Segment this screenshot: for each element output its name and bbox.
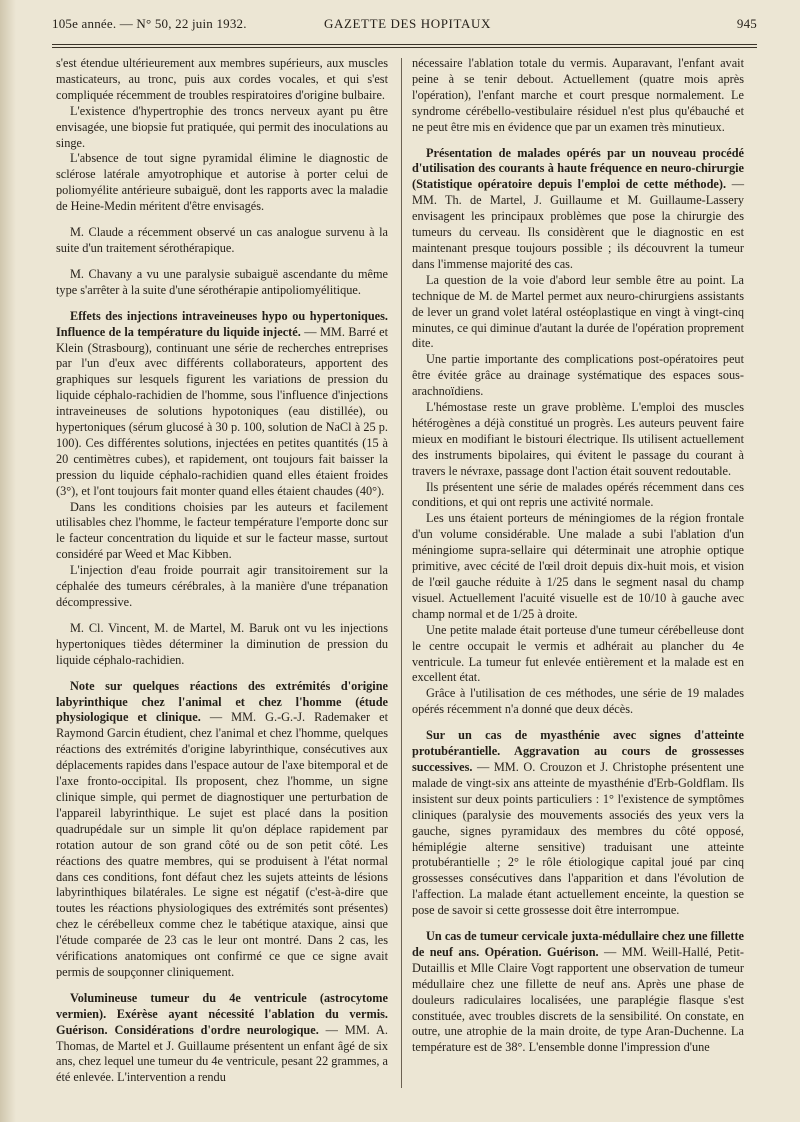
column-divider [401, 58, 402, 1088]
paragraph: L'hémostase reste un grave problème. L'emploi des muscles hétérogènes a déjà constitué un progrès. Les auteurs peuvent faire mieux en modifiant le bistouri électrique. Ils utilisent actuellement des instruments bipolaires, qui évitent le passage du courant à travers le névraxe, passage dont l'action était souvent redoutable. [412, 400, 744, 478]
article-title: Effets des injections intraveineuses hypo ou hypertoniques. Influence de la température du liquide injecté. [56, 308, 388, 339]
running-header [52, 16, 757, 40]
article-title: Sur un cas de myasthénie avec signes d'atteinte protubérantielle. Aggravation au cours de grossesses successives. [412, 728, 744, 774]
article-body: — MM. Barré et Klein (Strasbourg), continuant une série de recherches entreprises par l'un d'eux avec différents collaborateurs, apportent des graphiques sur lesquels figurent les variations de pression du liquide céphalo-rachidien de l'homme, sous l'influence d'injections intraveineuses de solutions hypotoniques (eau distillée), ou hypertoniques (sérum glucosé à 30 p. 100, solution de NaCl à 25 p. 100). Ces différentes solutions, injectées en petites quantités (15 à 20 centimètres cubes), et rapidement, ont toujours fait baisser la pression du liquide céphalo-rachidien quand elles étaient froides (3°), et l'ont toujours fait monter quand elles étaient chaudes (40°). [56, 324, 388, 498]
right-column [412, 56, 744, 1056]
paragraph: M. Cl. Vincent, M. de Martel, M. Baruk ont vu les injections hypertoniques tièdes déterminer la diminution de pression du liquide céphalo-rachidien. [56, 620, 388, 667]
article-body: — MM. O. Crouzon et J. Christophe présentent une malade de vingt-six ans atteinte de myasthénie d'Erb-Goldflam. Ils insistent sur deux points particuliers : 1° l'existence de symptômes cliniques (paralysie des mouvements associés des yeux vers la gauche, signes pyramidaux des membres du côté opposé, hémiplégie alterne sensitive) traduisant une atteinte protubérantielle ; 2° le rôle étiologique capital joué par cinq grossesses consécutives dans l'apparition et dans l'évolution de l'affection. La malade étant actuellement enceinte, la question se pose de savoir si cette grossesse doit être interrompue. [412, 759, 744, 918]
paragraph: nécessaire l'ablation totale du vermis. Auparavant, l'enfant avait peine à se tenir debout. Actuellement (quatre mois après l'opération), l'enfant marche et court presque normalement. Le syndrome cérébello-vestibulaire résiduel n'est plus qu'ébauché et ne peut être mis en évidence que par un examen très minutieux. [412, 56, 744, 134]
article-entry [412, 728, 744, 919]
paragraph: M. Claude a récemment observé un cas analogue survenu à la suite d'un traitement sérothérapique. [56, 225, 388, 255]
paragraph: La question de la voie d'abord leur semble être au point. La technique de M. de Martel permet aux neuro-chirurgiens assistants de lever un grand volet latéral ostéoplastique en vingt à vingt-cinq minutes, ce qui diminue d'autant la durée de l'opération proprement dite. [412, 272, 744, 351]
article-title: Un cas de tumeur cervicale juxta-médullaire chez une fillette de neuf ans. Opération. Guérison. [412, 929, 744, 959]
header-issue-info: 105e année. — N° 50, 22 juin 1932. [52, 16, 247, 31]
paragraph: M. Chavany a vu une paralysie subaiguë ascendante du même type s'arrêter à la suite d'une sérothérapie antipoliomyélitique. [56, 266, 388, 297]
paragraph: Une petite malade était porteuse d'une tumeur cérébelleuse dont le centre occupait le vermis et adhérait au plancher du 4e ventricule. La tumeur fut enlevée entièrement et la malade est en excellent état. [412, 622, 744, 685]
left-column [56, 56, 388, 1086]
header-journal-title: GAZETTE DES HOPITAUX [324, 16, 491, 31]
header-rule-top [52, 44, 757, 45]
article-title: Présentation de malades opérés par un nouveau procédé d'utilisation des courants à haute fréquence en neuro-chirurgie (Statistique opératoire depuis l'emploi de cette méthode). [412, 145, 744, 192]
paragraph: Les uns étaient porteurs de méningiomes de la région frontale d'un volume considérable. Une malade a subi l'ablation d'un méningiome supra-sellaire qui déterminait une atrophie optique primitive, avec cécité de l'œil droit depuis dix-huit mois, et vision de l'œil gauche réduite à 1/25 dans le segment nasal du champ visuel. Actuellement l'acuité visuelle est de 10/10 à gauche avec champ normal et de 1/25 à droite. [412, 511, 744, 621]
paragraph: Une partie importante des complications post-opératoires peut être évitée grâce au drainage systématique des espaces sous-arachnoïdiens. [412, 352, 744, 399]
article-body: — MM. G.-G.-J. Rademaker et Raymond Garcin étudient, chez l'animal et chez l'homme, quelques réactions des extrémités d'origine labyrinthique, consécutives aux déplacements rapides dans l'espace autour de l'axe bitemporal et de l'axe fronto-occipital. Ils proposent, chez l'homme, un signe clinique simple, qui permet de diagnostiquer une perturbation de l'appareil labyrinthique. Le sujet est placé dans la position quadrupédale sur un simple lit qu'on déplace rapidement par rotation autour de son grand côté ou de son petit côté. Les réactions des quatre membres, qui se produisent à l'état normal dans ces conditions, font défaut chez les sujets atteints de lésions labyrinthiques bilatérales. Le signe est négatif (c'est-à-dire que toutes les réactions physiologiques des extrémités sont présentes) chez le cérébelleux comme chez le tabétique ataxique, ainsi que l'étude comparée de 23 cas le leur ont montré. Dans 2 cas, les vérifications anatomiques ont confirmé ce que ce signe avait permis de soupçonner cliniquement. [56, 710, 389, 979]
paragraph: L'injection d'eau froide pourrait agir transitoirement sur la céphalée des tumeurs cérébrales, à la manière d'une trépanation décompressive. [56, 563, 388, 609]
paragraph: L'existence d'hypertrophie des troncs nerveux ayant pu être envisagée, une biopsie fut pratiquée, qui permit des inoculations au singe. [56, 103, 388, 150]
paragraph: Dans les conditions choisies par les auteurs et facilement utilisables chez l'homme, le facteur température l'emporte donc sur le facteur concentration du liquide et sur le facteur masse, surtout considéré par Weed et Mac Kibben. [56, 499, 388, 562]
paragraph: s'est étendue ultérieurement aux membres supérieurs, aux muscles masticateurs, au tronc, puis aux cordes vocales, et qui s'est compliquée récemment de troubles respiratoires d'origine bulbaire. [56, 56, 388, 102]
article-body: — MM. A. Thomas, de Martel et J. Guillaume présentent un enfant âgé de six ans, chez lequel une tumeur du 4e ventricule, pesant 22 grammes, a été enlevée. L'intervention a rendu [56, 1022, 388, 1085]
article-entry [412, 929, 744, 1056]
page-edge-shadow [0, 0, 16, 1122]
article-entry [412, 146, 744, 273]
paragraph: L'absence de tout signe pyramidal élimine le diagnostic de sclérose latérale amyotrophique et autorise à porter celui de poliomyélite antérieure subaiguë, dont les rapports avec la maladie de Heine-Medin méritent d'être envisagés. [56, 151, 388, 214]
article-title: Volumineuse tumeur du 4e ventricule (astrocytome vermien). Exérèse ayant nécessité l'ablation du vermis. Guérison. Considérations d'ordre neurologique. [56, 990, 388, 1037]
article-entry [56, 309, 388, 500]
article-entry [56, 679, 388, 981]
article-body: — MM. Th. de Martel, J. Guillaume et M. Guillaume-Lassery envisagent les principaux problèmes que pose la chirurgie des tumeurs du cerveau. Ils considèrent que le diagnostic en est maintenant presque toujours possible ; ils découvrent la tumeur dans l'immense majorité des cas. [412, 177, 744, 271]
article-title: Note sur quelques réactions des extrémités d'origine labyrinthique chez l'animal et chez l'homme (étude physiologique et clinique. [56, 678, 388, 725]
header-page-number: 945 [736, 16, 757, 31]
article-body: — MM. Weill-Hallé, Petit-Dutaillis et Mlle Claire Vogt rapportent une observation de tumeur médullaire chez une fillette de neuf ans. Après une phase de douleurs radiculaires localisées, une paraplégie flasque s'est constituée, avec troubles discrets de la sensibilité. On constate, en outre, une atrophie de la main droite, de type Aran-Duchenne. La température est de 38°. L'ensemble donne l'impression d'une [412, 944, 744, 1055]
article-entry [56, 991, 388, 1086]
paragraph: Ils présentent une série de malades opérés récemment dans ces conditions, et qui ont repris une activité normale. [412, 479, 744, 510]
paragraph: Grâce à l'utilisation de ces méthodes, une série de 19 malades opérés récemment n'a donné que deux décès. [412, 686, 744, 717]
header-rule-bottom [52, 47, 757, 48]
